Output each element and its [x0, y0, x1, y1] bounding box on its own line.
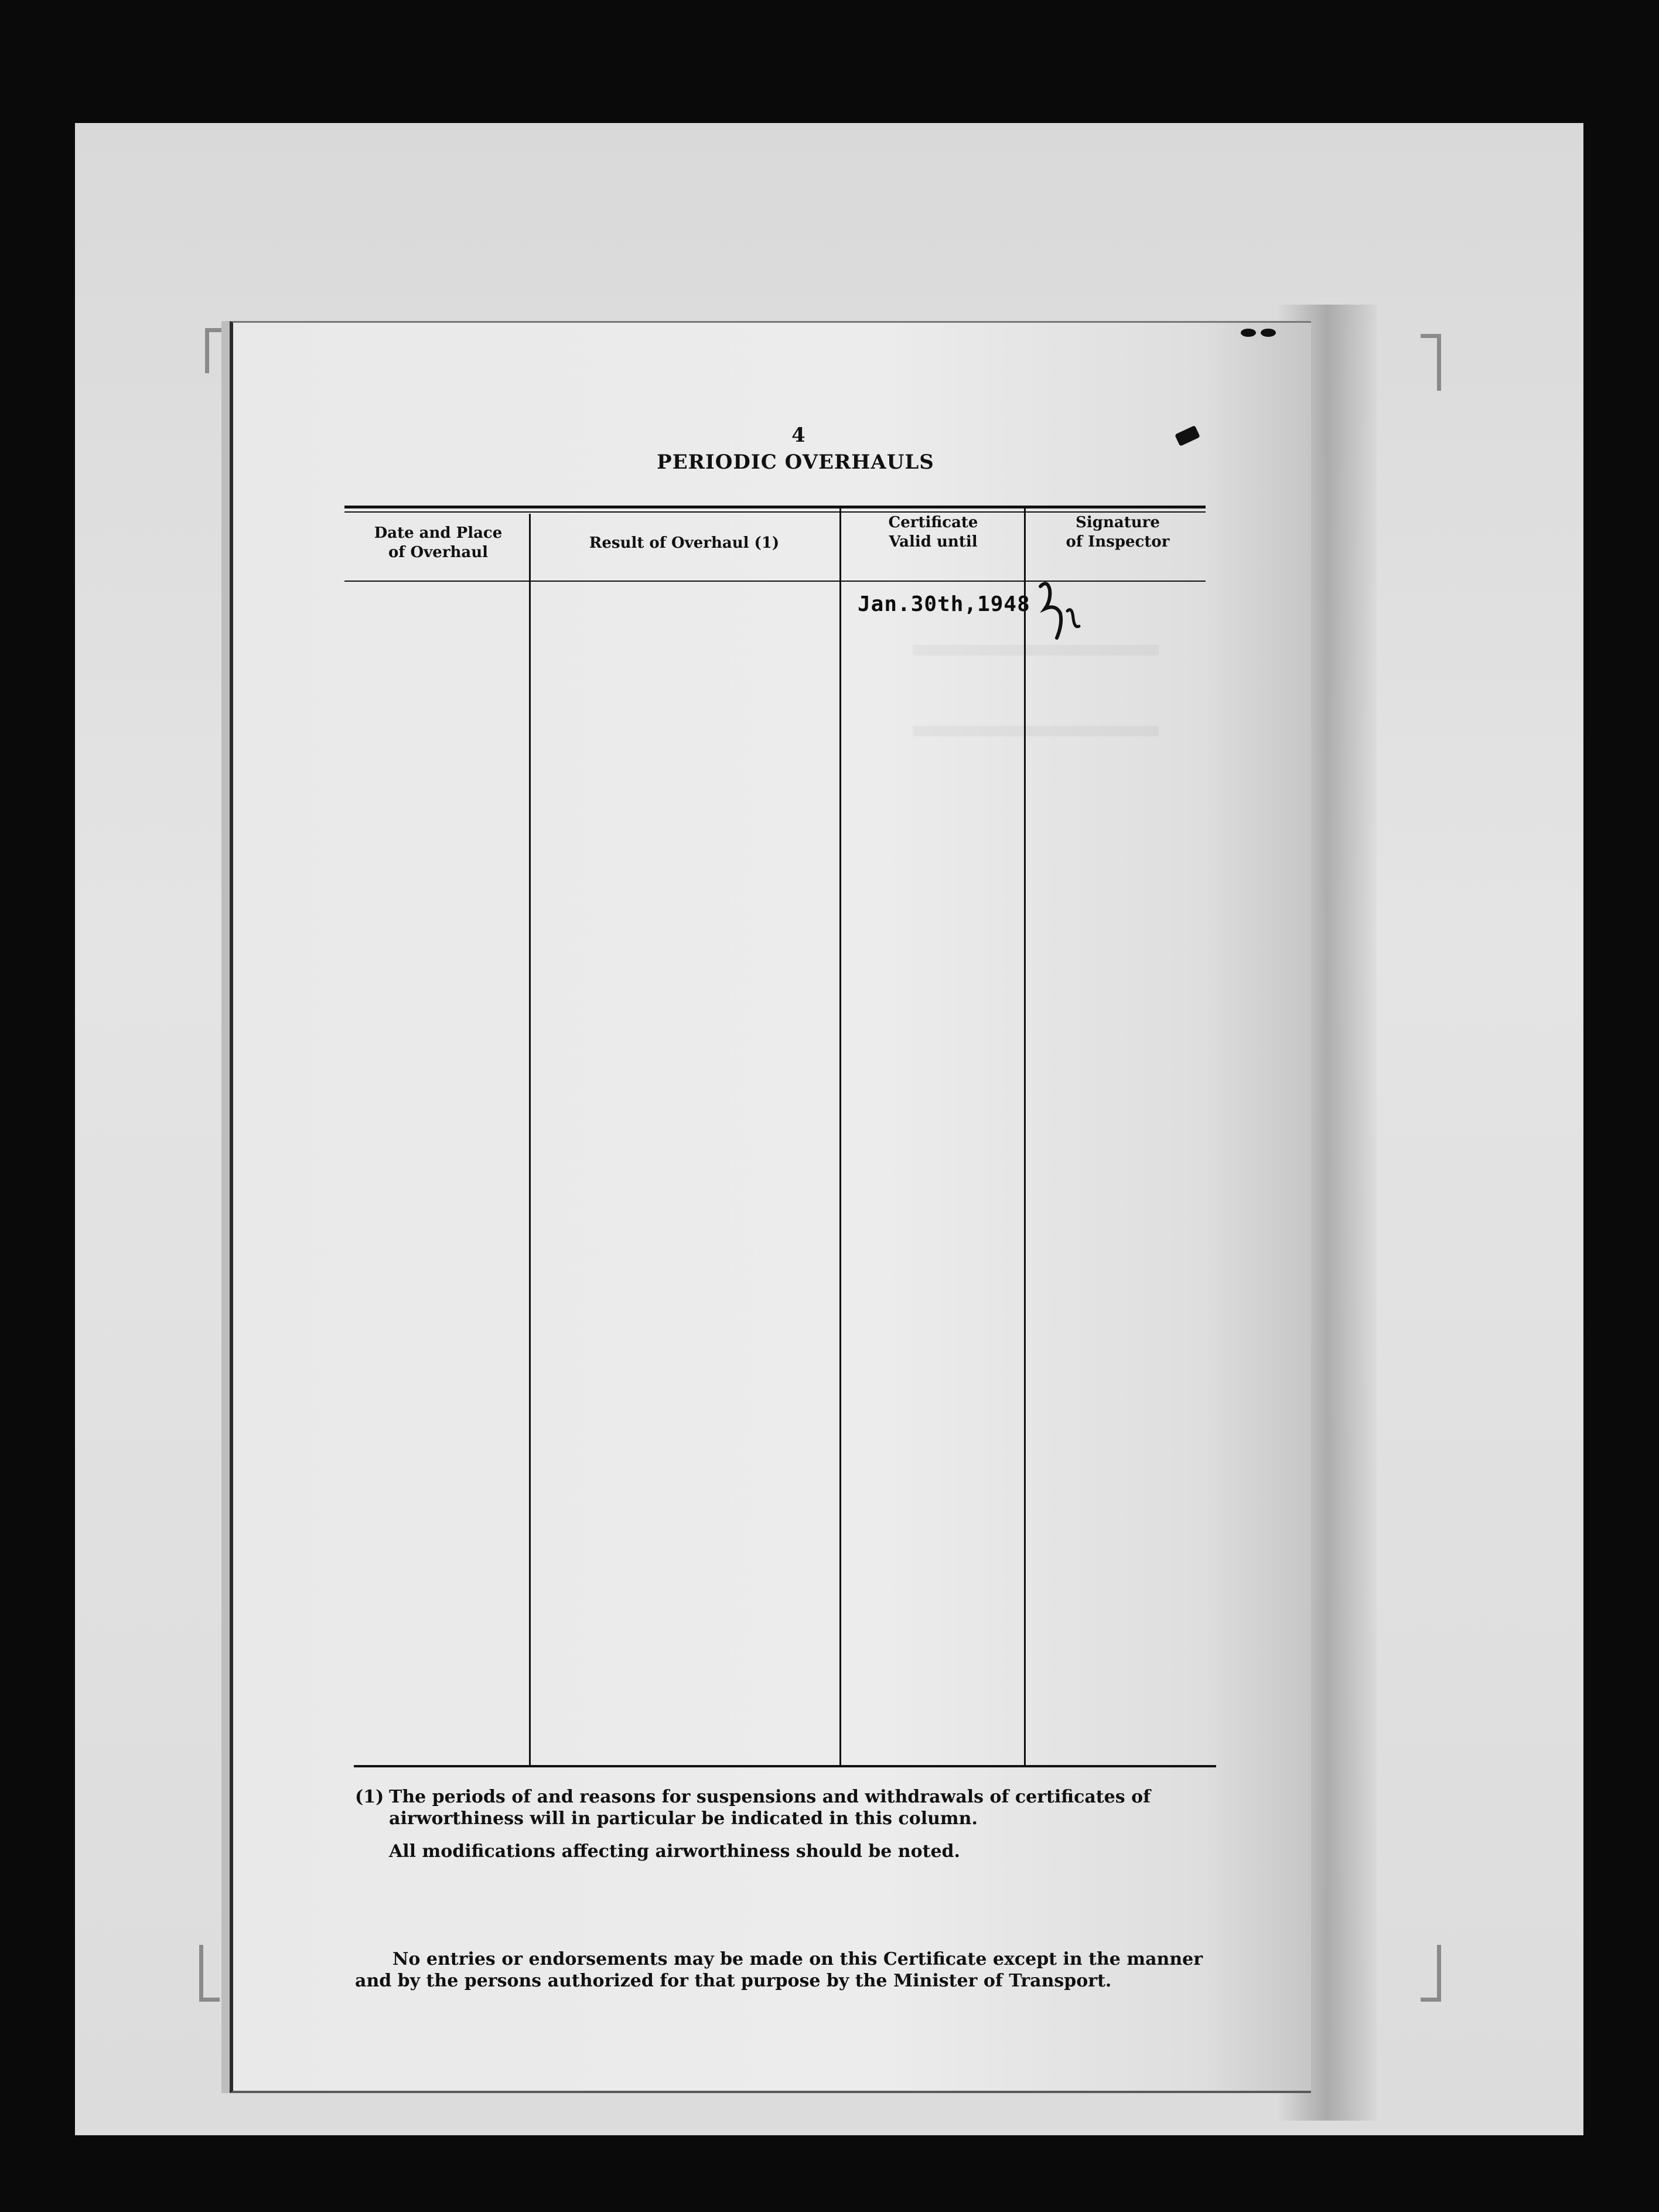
column-divider	[1024, 506, 1026, 1766]
valid-until-stamp: Jan.30th,1948	[858, 592, 1030, 616]
crop-mark-bottom-left	[199, 1945, 220, 2002]
ink-blot	[1261, 329, 1276, 337]
footnote	[355, 1786, 1222, 1829]
column-header-date-place: Date and Place of Overhaul	[374, 524, 503, 561]
footnote-marker: (1)	[355, 1787, 384, 1807]
page-title: PERIODIC OVERHAULS	[657, 450, 934, 474]
column-header-signature: Signature of Inspector	[1066, 514, 1170, 551]
crop-mark-top-right	[1421, 334, 1441, 391]
footnote-text: The periods of and reasons for suspensions and withdrawals of certificates of airworthiness will in particular be indicated in this column.	[389, 1787, 1151, 1829]
inspector-signature	[1030, 575, 1094, 645]
modifications-note: All modifications affecting airworthiness should be noted.	[389, 1841, 960, 1862]
column-divider	[529, 514, 531, 1766]
column-header-result: Result of Overhaul (1)	[589, 534, 780, 552]
ink-blot	[1175, 425, 1200, 446]
column-header-valid-until: Certificate Valid until	[888, 514, 978, 551]
table-top-rule-thin	[344, 511, 1206, 513]
table-bottom-rule	[354, 1765, 1216, 1767]
endorsement-notice: No entries or endorsements may be made on this Certificate except in the manner and by the persons authorized for that purpose by the Minister of Transport.	[355, 1949, 1203, 1991]
page-number: 4	[791, 424, 805, 447]
bleed-through	[913, 645, 1159, 736]
crop-mark-top-left	[205, 328, 226, 373]
certificate-page	[230, 321, 1311, 2093]
ink-blot	[1241, 329, 1256, 337]
table-top-rule	[344, 506, 1206, 508]
crop-mark-bottom-right	[1421, 1945, 1441, 2002]
column-divider	[839, 506, 841, 1766]
